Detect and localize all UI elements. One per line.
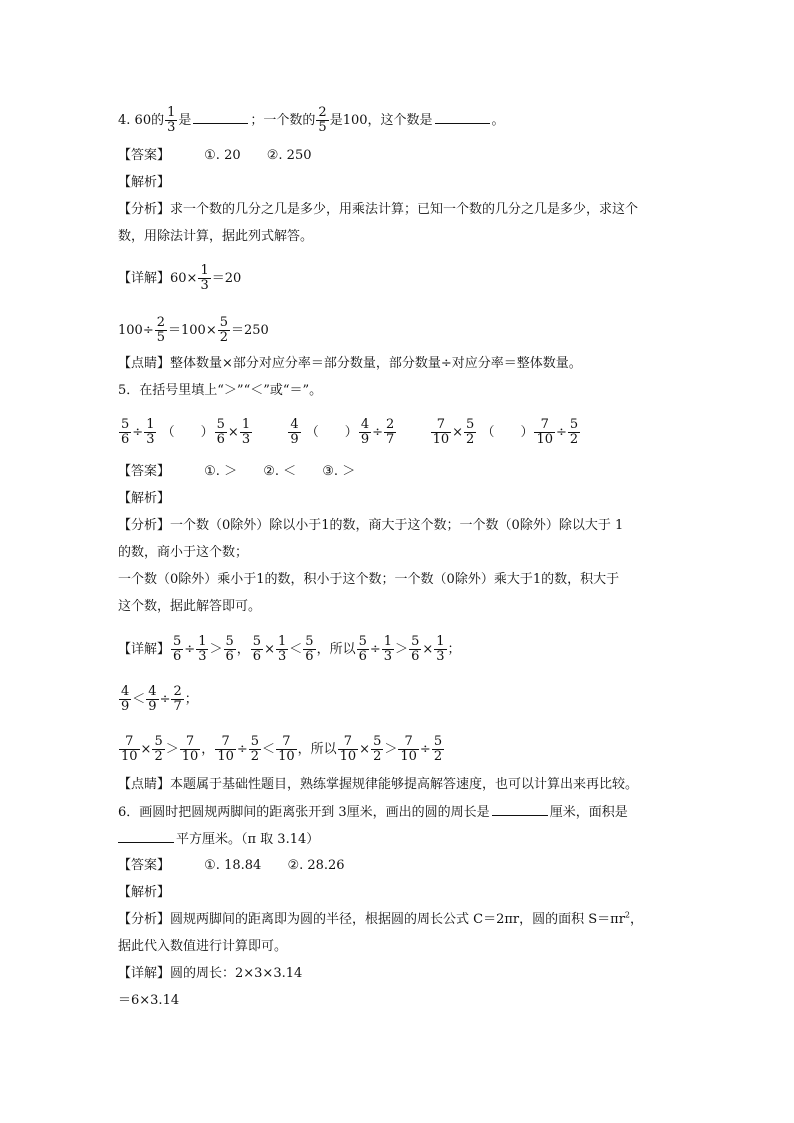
q5-compare-row: $\frac{5}{6}$ ÷ $\frac{1}{3}$ （ ） $\frac{5}{6}$ × $\frac{1}{3}$ $\frac{4}{9}$ （ ） $\frac{4}{9}$ ÷ $\frac{2}{7}$ $\frac{7}{10}$ × $\frac{5}{2}$ （ ） $\frac{7}{10}$ ÷ $\frac{5}{2}$ bbox=[121, 417, 579, 447]
q4-question bbox=[118, 106, 505, 135]
answer-item: ①. 20 bbox=[204, 148, 241, 163]
answer-item: ③. ＞ bbox=[322, 464, 356, 479]
text: 【分析】圆规两脚间的距离即为圆的半径，根据圆的周长公式 C＝2πr，圆的面积 S＝πr bbox=[118, 912, 625, 927]
fraction: $\frac{4}{9}$ bbox=[360, 417, 370, 447]
answer-blank[interactable] bbox=[193, 111, 248, 124]
question-number: 4. bbox=[118, 113, 131, 128]
analysis-text: 【分析】一个数（0除外）除以小于1的数，商大于这个数；一个数（0除外）除以大于 1 bbox=[118, 518, 624, 533]
q5-question: 5．在括号里填上“＞”“＜”或“＝”。 bbox=[118, 383, 323, 398]
analysis-text: 一个数（0除外）乘小于1的数，积小于这个数；一个数（0除外）乘大于1的数，积大于 bbox=[118, 572, 620, 587]
expr: ＝20 bbox=[211, 271, 242, 286]
answer-item: ②. 28.26 bbox=[287, 858, 345, 873]
q4-detail-2 bbox=[118, 316, 269, 345]
analysis-text: 据此代入数值进行计算即可。 bbox=[118, 939, 288, 954]
fraction: $\frac{5}{6}$ bbox=[121, 417, 130, 447]
expr: ＝100× bbox=[168, 323, 217, 338]
q4-text-3: ；一个数的 bbox=[250, 113, 316, 128]
fraction: $\frac{5}{2}$ bbox=[466, 417, 475, 447]
bracket-blank[interactable]: （ ） bbox=[161, 425, 214, 440]
bracket-blank[interactable]: （ ） bbox=[305, 425, 358, 440]
analysis-text bbox=[118, 911, 643, 929]
expr: 100÷ bbox=[118, 323, 154, 338]
fraction: $\frac{2}{5}$ bbox=[156, 315, 165, 345]
q4-answer bbox=[118, 147, 334, 165]
q5-answer bbox=[118, 463, 377, 481]
analysis-text: 这个数，据此解答即可。 bbox=[118, 599, 262, 614]
detail-text: 【详解】圆的周长：2×3×3.14 bbox=[118, 966, 303, 981]
q6-text-3: 平方厘米。（π 取 3.14） bbox=[176, 832, 320, 847]
q4-detail-1 bbox=[118, 264, 241, 293]
fraction: $\frac{2}{5}$ bbox=[318, 105, 327, 135]
answer-blank[interactable] bbox=[118, 830, 174, 843]
expr: ＝250 bbox=[231, 323, 269, 338]
analysis-tag: 【解析】 bbox=[118, 885, 171, 900]
fraction: $\frac{5}{6}$ bbox=[216, 417, 225, 447]
fraction: $\frac{5}{2}$ bbox=[569, 417, 579, 447]
q4-text-4: 是100，这个数是 bbox=[329, 113, 433, 128]
q5-detail-1: 【详解】 $\frac{5}{6}$ ÷ $\frac{1}{3}$ ＞ $\frac{5}{6}$ ， $\frac{5}{6}$ × $\frac{1}{3}$ ＜ $\frac{5}{6}$ ，所以 $\frac{5}{6}$ ÷ $\frac{1}{3}$ ＞ $\frac{5}{6}$ × $\frac{1}{3}$ ； bbox=[118, 634, 461, 664]
expr: 60× bbox=[170, 271, 198, 286]
q6-text-2: 厘米，面积是 bbox=[549, 805, 628, 820]
fraction: $\frac{7}{10}$ bbox=[536, 417, 553, 447]
q4-text-1: 60的 bbox=[134, 113, 165, 128]
fraction: $\frac{5}{2}$ bbox=[219, 315, 228, 345]
analysis-text: 的数，商小于这个数； bbox=[118, 545, 249, 560]
detail-tag: 【详解】 bbox=[118, 642, 171, 657]
q5-detail-3: $\frac{7}{10}$ × $\frac{5}{2}$ ＞ $\frac{7}{10}$ ， $\frac{7}{10}$ ÷ $\frac{5}{2}$ ＜ $\frac{7}{10}$ ，所以 $\frac{7}{10}$ × $\frac{5}{2}$ ＞ $\frac{7}{10}$ ÷ $\frac{5}{2}$ bbox=[121, 734, 443, 764]
analysis-tag: 【解析】 bbox=[118, 491, 171, 506]
answer-item: ①. 18.84 bbox=[204, 858, 262, 873]
superscript: 2 bbox=[624, 910, 630, 920]
bracket-blank[interactable]: （ ） bbox=[481, 425, 534, 440]
fraction: $\frac{1}{3}$ bbox=[241, 417, 251, 447]
q6-text-1: 6．画圆时把圆规两脚间的距离张开到 3厘米，画出的圆的周长是 bbox=[118, 805, 490, 820]
answer-tag: 【答案】 bbox=[118, 858, 171, 873]
detail-text: ＝6×3.14 bbox=[118, 993, 180, 1008]
answer-item: ②. 250 bbox=[266, 148, 312, 163]
analysis-tag: 【解析】 bbox=[118, 175, 171, 190]
fraction: $\frac{4}{9}$ bbox=[290, 417, 299, 447]
fraction: $\frac{7}{10}$ bbox=[432, 417, 450, 447]
text: ，所以 bbox=[316, 642, 356, 657]
q4-text-2: 是 bbox=[178, 113, 192, 128]
analysis-text: 【分析】求一个数的几分之几是多少，用乘法计算；已知一个数的几分之几是多少，求这个 bbox=[118, 202, 639, 217]
fraction: $\frac{1}{3}$ bbox=[200, 263, 209, 293]
answer-blank[interactable] bbox=[492, 803, 548, 816]
answer-blank[interactable] bbox=[435, 111, 490, 124]
q4-text-5: 。 bbox=[491, 113, 505, 128]
answer-item: ①. ＞ bbox=[204, 464, 238, 479]
answer-tag: 【答案】 bbox=[118, 464, 171, 479]
q6-question-2 bbox=[118, 830, 319, 849]
q6-question bbox=[118, 803, 628, 822]
fraction: $\frac{1}{3}$ bbox=[146, 417, 155, 447]
analysis-text: 数，用除法计算，据此列式解答。 bbox=[118, 229, 314, 244]
fraction: $\frac{1}{3}$ bbox=[167, 105, 176, 135]
answer-item: ②. ＜ bbox=[263, 464, 297, 479]
q5-detail-2: $\frac{4}{9}$ ＜ $\frac{4}{9}$ ÷ $\frac{2}{7}$ ； bbox=[121, 684, 198, 714]
fraction: $\frac{2}{7}$ bbox=[386, 417, 395, 447]
q6-answer bbox=[118, 857, 367, 875]
detail-tag: 【详解】 bbox=[118, 271, 171, 286]
text: ， bbox=[630, 912, 644, 927]
answer-tag: 【答案】 bbox=[118, 148, 171, 163]
tip-text: 【点睛】整体数量×部分对应分率＝部分数量，部分数量÷对应分率＝整体数量。 bbox=[118, 356, 582, 371]
tip-text: 【点睛】本题属于基础性题目，熟练掌握规律能够提高解答速度，也可以计算出来再比较。 bbox=[118, 777, 639, 792]
